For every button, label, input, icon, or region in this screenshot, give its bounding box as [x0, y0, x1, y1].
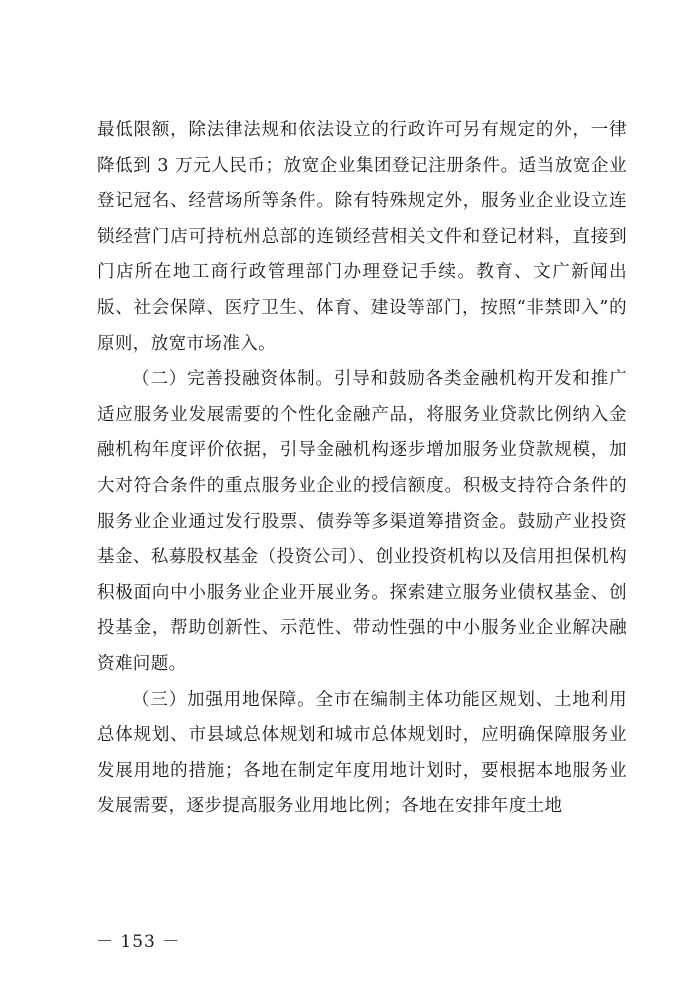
paragraph-1: 最低限额，除法律法规和依法设立的行政许可另有规定的外，一律降低到 3 万元人民币；放宽企业集团登记注册条件。适当放宽企业登记冠名、经营场所等条件。除有特殊规定外，服务业企业设立连锁经营门店可持杭州总部的连锁经营相关文件和登记材料，直接到门店所在地工商行政管理部门办理登记手续。教育、文广新闻出版、社会保障、医疗卫生、体育、建设等部门，按照“非禁即入”的原则，放宽市场准入。 [97, 120, 627, 354]
body-text [97, 113, 627, 825]
page-number: － 153 － [96, 932, 181, 952]
paragraph-3: （三）加强用地保障。全市在编制主体功能区规划、土地利用总体规划、市县域总体规划和城市总体规划时，应明确保障服务业发展用地的措施；各地在制定年度用地计划时，要根据本地服务业发展需要，逐步提高服务业用地比例；各地在安排年度土地 [97, 689, 627, 817]
paragraph-2: （二）完善投融资体制。引导和鼓励各类金融机构开发和推广适应服务业发展需要的个性化金融产品，将服务业贷款比例纳入金融机构年度评价依据，引导金融机构逐步增加服务业贷款规模，加大对符合条件的重点服务业企业的授信额度。积极支持符合条件的服务业企业通过发行股票、债券等多渠道筹措资金。鼓励产业投资基金、私募股权基金（投资公司）、创业投资机构以及信用担保机构积极面向中小服务业企业开展业务。探索建立服务业债权基金、创投基金，帮助创新性、示范性、带动性强的中小服务业企业解决融资难问题。 [97, 369, 627, 674]
